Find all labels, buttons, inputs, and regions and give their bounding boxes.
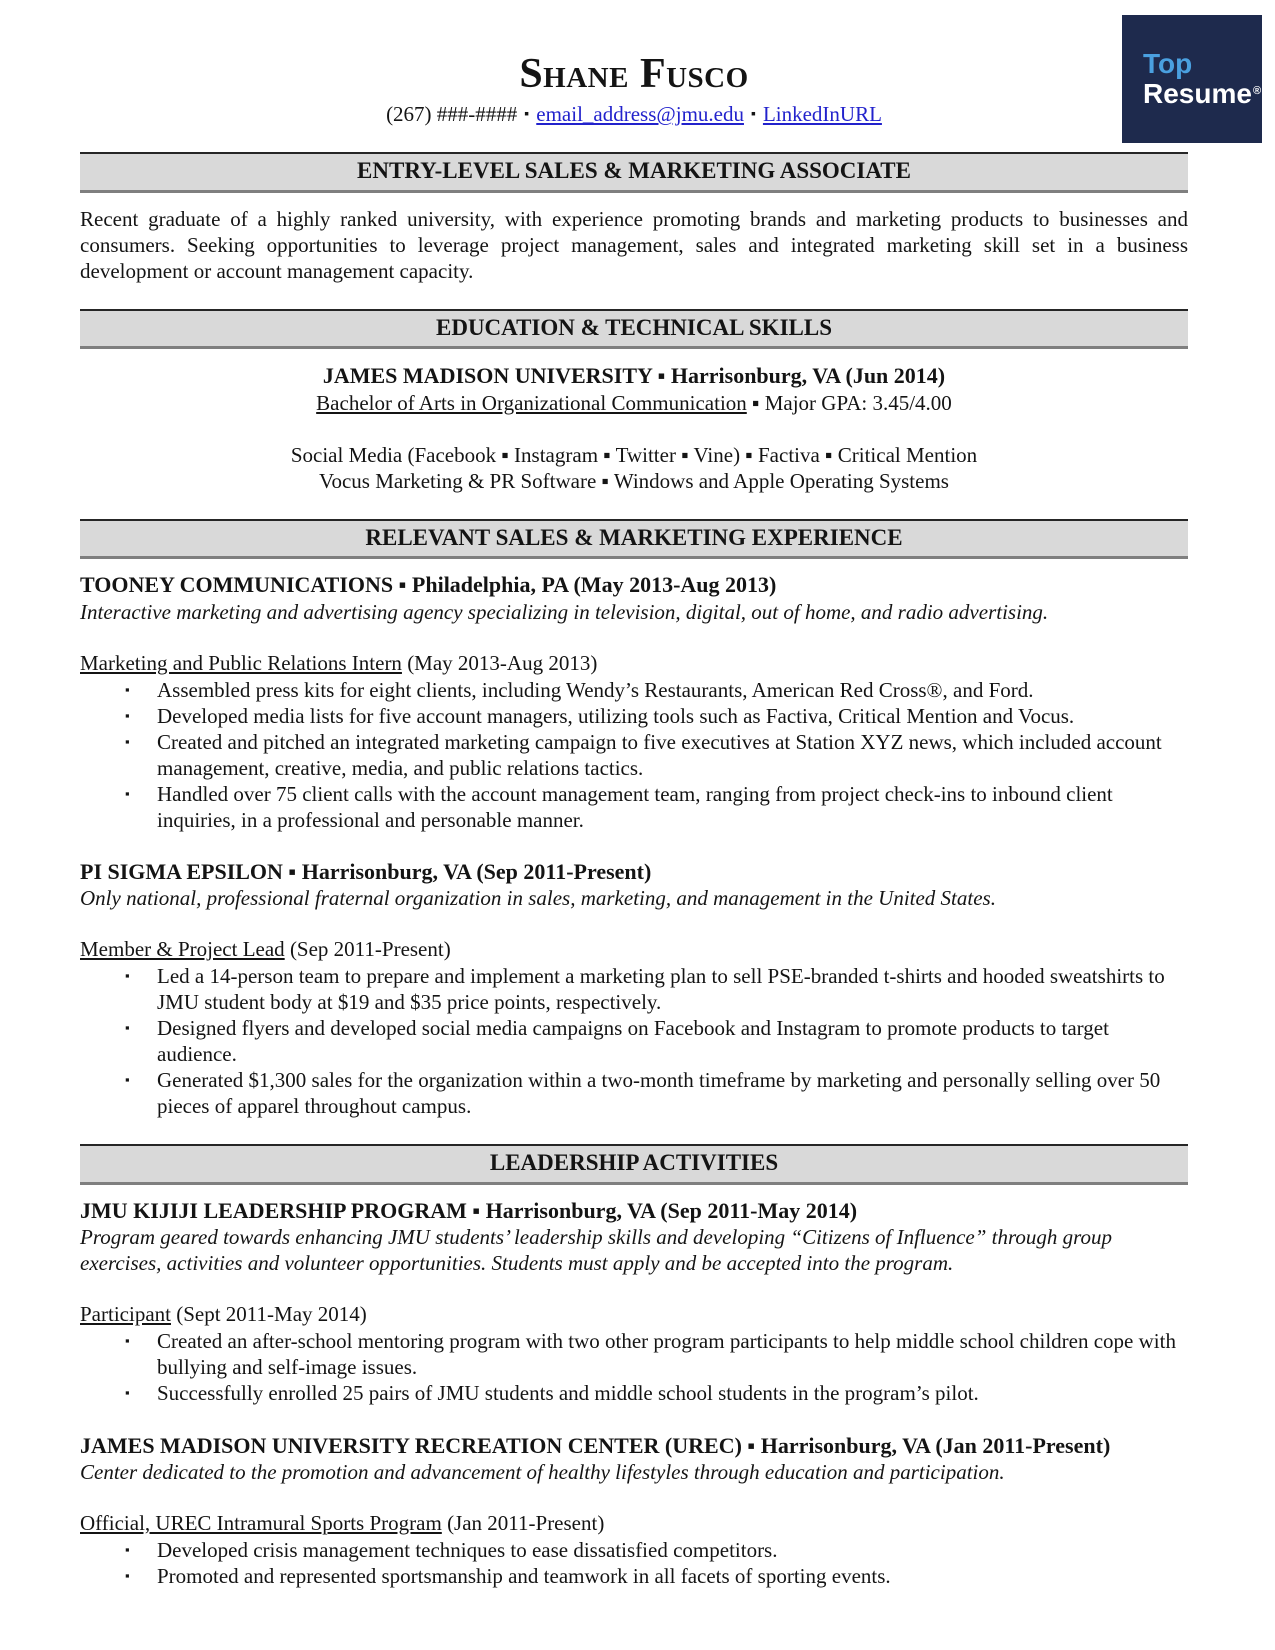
leadership-entry xyxy=(80,1198,1188,1407)
logo-word-resume xyxy=(1143,79,1262,109)
degree-name: Bachelor of Arts in Organizational Communication xyxy=(316,390,747,415)
role-title: Participant xyxy=(80,1302,171,1327)
bullet-text: Led a 14-person team to prepare and implement a marketing plan to sell PSE-branded t-shirts and hooded sweatshirts to JMU student body at $19 and $35 price points, respectively. xyxy=(157,964,1165,1015)
bullet-square-icon: ▪ xyxy=(125,1567,130,1583)
summary-paragraph: Recent graduate of a highly ranked university, with experience promoting brands and marketing products to businesses and consumers. Seeking opportunities to leverage project management, sales and integrated marketing skill set in a business development or account management capacity. xyxy=(80,206,1188,283)
section-header-title: ENTRY-LEVEL SALES & MARKETING ASSOCIATE xyxy=(80,152,1188,193)
bullet-square-icon: ▪ xyxy=(125,681,130,697)
bullet-list xyxy=(80,1537,1188,1589)
company-heading: PI SIGMA EPSILON ▪ Harrisonburg, VA (Sep 2011-Present) xyxy=(80,858,652,884)
bullet-item xyxy=(80,1563,1188,1589)
bullet-item xyxy=(80,729,1188,781)
role-title: Member & Project Lead xyxy=(80,937,285,962)
role-dates: (Sept 2011-May 2014) xyxy=(170,1302,367,1327)
bullet-square-icon: ▪ xyxy=(125,733,130,749)
skills-line-1: Social Media (Facebook ▪ Instagram ▪ Twitter ▪ Vine) ▪ Factiva ▪ Critical Mention xyxy=(290,442,978,467)
bullet-text: Developed media lists for five account managers, utilizing tools such as Factiva, Critical Mention and Vocus. xyxy=(157,703,1075,728)
bullet-item xyxy=(80,1328,1188,1380)
separator-square-icon: ▪ xyxy=(750,107,756,123)
role-dates: (Jan 2011-Present) xyxy=(441,1510,605,1535)
skills-line-2: Vocus Marketing & PR Software ▪ Windows and Apple Operating Systems xyxy=(319,468,949,493)
section-header-experience: RELEVANT SALES & MARKETING EXPERIENCE xyxy=(80,519,1188,560)
leadership-entry xyxy=(80,1433,1188,1590)
bullet-text: Assembled press kits for eight clients, including Wendy’s Restaurants, American Red Cross®, and Ford. xyxy=(157,677,1034,702)
bullet-text: Generated $1,300 sales for the organization within a two-month timeframe by marketing and personally selling over 50 pieces of apparel throughout campus. xyxy=(157,1068,1161,1119)
school-line: JAMES MADISON UNIVERSITY ▪ Harrisonburg, VA (Jun 2014) xyxy=(322,363,946,389)
role-line xyxy=(80,936,1188,962)
bullet-square-icon: ▪ xyxy=(125,1020,130,1036)
bullet-item xyxy=(80,1380,1188,1406)
candidate-name: Shane Fusco xyxy=(519,51,749,97)
company-description: Only national, professional fraternal organization in sales, marketing, and management in the United States. xyxy=(80,886,996,911)
bullet-text: Handled over 75 client calls with the account management team, ranging from project check-ins to inbound client inquiries, in a professional and personable manner. xyxy=(157,781,1113,832)
education-block xyxy=(80,362,1188,493)
bullet-item xyxy=(80,963,1188,1015)
bullet-text: Promoted and represented sportsmanship and teamwork in all facets of sporting events. xyxy=(157,1563,891,1588)
role-dates: (May 2013-Aug 2013) xyxy=(401,650,598,675)
logo-word-top: Top xyxy=(1143,47,1193,79)
phone-number: (267) ###-#### xyxy=(386,102,518,127)
bullet-item xyxy=(80,1067,1188,1119)
section-header-leadership: LEADERSHIP ACTIVITIES xyxy=(80,1144,1188,1185)
bullet-square-icon: ▪ xyxy=(125,968,130,984)
degree-gpa: ▪ Major GPA: 3.45/4.00 xyxy=(746,390,952,415)
organization-heading: JAMES MADISON UNIVERSITY RECREATION CENTER (UREC) ▪ Harrisonburg, VA (Jan 2011-Present) xyxy=(80,1432,1111,1458)
bullet-square-icon: ▪ xyxy=(125,1072,130,1088)
bullet-item xyxy=(80,1537,1188,1563)
bullet-square-icon: ▪ xyxy=(125,1385,130,1401)
organization-description: Center dedicated to the promotion and advancement of healthy lifestyles through education and participation. xyxy=(80,1459,1005,1484)
role-line xyxy=(80,1510,1188,1536)
degree-line xyxy=(80,390,1188,416)
bullet-list xyxy=(80,1328,1188,1406)
bullet-text: Successfully enrolled 25 pairs of JMU students and middle school students in the program’s pilot. xyxy=(157,1381,979,1406)
bullet-list xyxy=(80,677,1188,833)
topresume-logo xyxy=(1122,15,1262,143)
bullet-text: Created and pitched an integrated marketing campaign to five executives at Station XYZ news, which included account management, creative, media, and public relations tactics. xyxy=(157,729,1162,780)
bullet-square-icon: ▪ xyxy=(125,1541,130,1557)
bullet-item xyxy=(80,677,1188,703)
bullet-square-icon: ▪ xyxy=(125,785,130,801)
email-link[interactable]: email_address@jmu.edu xyxy=(536,102,744,127)
contact-line xyxy=(80,101,1188,127)
logo-word-resume-text: Resume xyxy=(1143,78,1252,109)
experience-entry xyxy=(80,859,1188,1120)
bullet-item xyxy=(80,1015,1188,1067)
company-heading: TOONEY COMMUNICATIONS ▪ Philadelphia, PA (May 2013-Aug 2013) xyxy=(80,572,777,598)
role-dates: (Sep 2011-Present) xyxy=(284,937,451,962)
bullet-text: Designed flyers and developed social media campaigns on Facebook and Instagram to promote products to target audience. xyxy=(157,1016,1109,1067)
organization-heading: JMU KIJIJI LEADERSHIP PROGRAM ▪ Harrisonburg, VA (Sep 2011-May 2014) xyxy=(80,1197,858,1223)
bullet-item xyxy=(80,703,1188,729)
bullet-square-icon: ▪ xyxy=(125,1333,130,1349)
section-header-education: EDUCATION & TECHNICAL SKILLS xyxy=(80,309,1188,350)
role-title: Marketing and Public Relations Intern xyxy=(80,650,402,675)
bullet-square-icon: ▪ xyxy=(125,707,130,723)
experience-entry xyxy=(80,572,1188,833)
bullet-text: Created an after-school mentoring program with two other program participants to help middle school children cope with bullying and self-image issues. xyxy=(157,1329,1176,1380)
bullet-item xyxy=(80,781,1188,833)
bullet-list xyxy=(80,963,1188,1119)
role-line xyxy=(80,650,1188,676)
role-title: Official, UREC Intramural Sports Program xyxy=(80,1510,442,1535)
organization-description: Program geared towards enhancing JMU students’ leadership skills and developing “Citizens of Influence” through group exercises, activities and volunteer opportunities. Students must apply and be accepted into the program. xyxy=(80,1225,1113,1276)
separator-square-icon: ▪ xyxy=(524,107,530,123)
registered-trademark-icon: ® xyxy=(1252,85,1262,97)
bullet-text: Developed crisis management techniques to ease dissatisfied competitors. xyxy=(157,1537,778,1562)
company-description: Interactive marketing and advertising agency specializing in television, digital, out of home, and radio advertising. xyxy=(80,599,1049,624)
role-line xyxy=(80,1301,1188,1327)
linkedin-link[interactable]: LinkedInURL xyxy=(762,102,882,127)
